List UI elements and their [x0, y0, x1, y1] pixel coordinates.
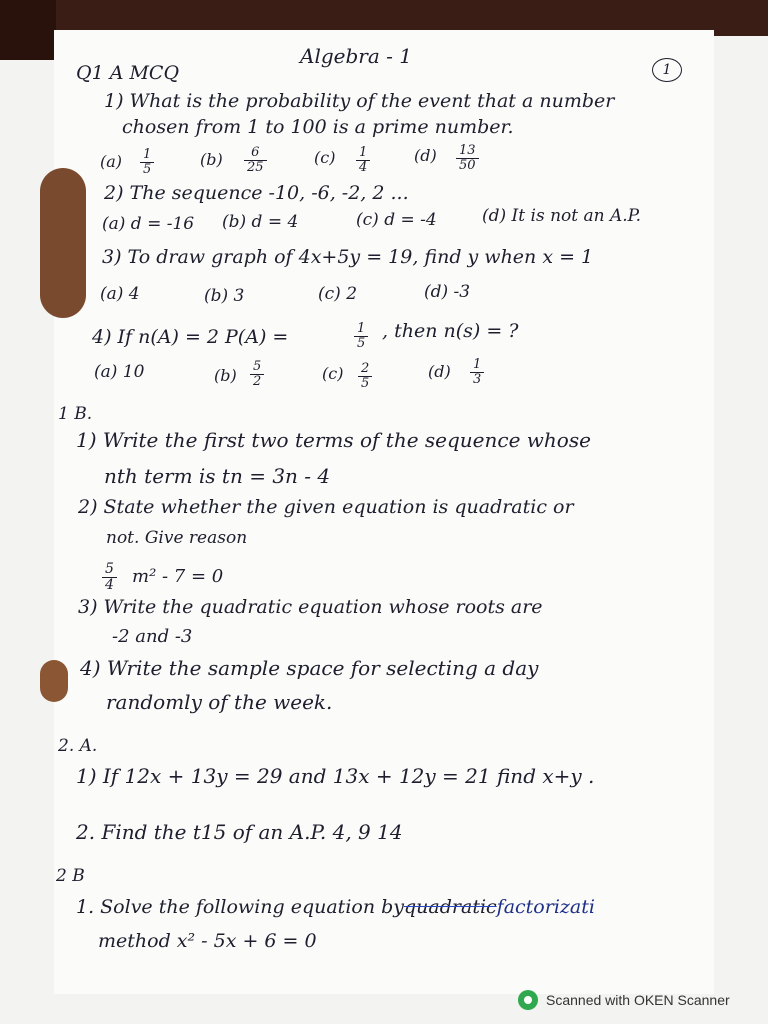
fraction-numerator: 5 [105, 561, 114, 577]
q1b-equation-rest: m² - 7 = 0 [132, 566, 224, 587]
q1b-question-4-line-1: 4) Write the sample space for selecting a day [80, 656, 539, 680]
scanner-logo-icon [518, 990, 538, 1010]
q2b-question-1-line-1 [76, 896, 595, 918]
fraction-denominator: 2 [250, 374, 264, 389]
mcq-4-option-c-label: (c) [322, 364, 344, 383]
finger-shadow-lower [40, 660, 68, 702]
mcq-4-option-a: (a) 10 [94, 362, 145, 382]
mcq-4-option-d-label: (d) [428, 362, 451, 381]
mcq-question-1-line-1: 1) What is the probability of the event that a number [104, 90, 615, 112]
q2b-question-1-prefix: 1. Solve the following equation by [76, 896, 405, 918]
mcq-1-option-a-label: (a) [100, 152, 123, 171]
mcq-3-option-b: (b) 3 [204, 286, 245, 306]
q2b-question-1-line-2: method x² - 5x + 6 = 0 [98, 930, 317, 952]
page-number [652, 58, 682, 82]
fraction-numerator: 6 [251, 145, 260, 160]
fraction-numerator: 2 [361, 361, 370, 376]
q1b-question-3-line-2: -2 and -3 [112, 626, 193, 647]
fraction-denominator: 4 [356, 160, 370, 175]
scanner-logo-dot [524, 996, 532, 1004]
fraction-numerator: 1 [359, 145, 368, 160]
fraction-denominator: 3 [470, 372, 484, 387]
q2b-question-1-suffix: factorizati [496, 896, 595, 918]
finger-shadow [40, 168, 86, 318]
fraction-denominator: 5 [358, 376, 372, 391]
mcq-1-option-c-fraction [356, 146, 370, 174]
mcq-2-option-a: (a) d = -16 [102, 214, 195, 234]
q1b-question-1-line-2: nth term is tn = 3n - 4 [104, 464, 331, 488]
q1b-question-2-line-1: 2) State whether the given equation is quadratic or [78, 496, 574, 518]
section-heading-q1b: 1 B. [58, 404, 93, 424]
fraction-denominator: 25 [244, 160, 267, 175]
mcq-4-option-b-fraction [250, 360, 264, 388]
mcq-4-option-b-label: (b) [214, 366, 237, 385]
fraction-numerator: 1 [357, 321, 366, 336]
q2a-question-1: 1) If 12x + 13y = 29 and 13x + 12y = 21 find x+y . [76, 764, 595, 788]
mcq-question-3: 3) To draw graph of 4x+5y = 19, find y when x = 1 [102, 246, 594, 268]
q2b-question-1-struck-word: quadratic [404, 896, 497, 918]
mcq-2-option-b: (b) d = 4 [222, 212, 299, 232]
mcq-question-4-part-1: 4) If n(A) = 2 P(A) = [92, 326, 289, 348]
fraction-numerator: 13 [459, 143, 476, 158]
fraction-numerator: 1 [473, 357, 482, 372]
scanner-text: Scanned with OKEN Scanner [546, 992, 730, 1008]
q2a-question-2: 2. Find the t15 of an A.P. 4, 9 14 [76, 820, 403, 844]
mcq-3-option-d: (d) -3 [424, 282, 471, 302]
q1b-question-4-line-2: randomly of the week. [106, 690, 333, 714]
mcq-1-option-c-label: (c) [314, 148, 336, 167]
mcq-1-option-d-fraction [456, 144, 479, 172]
fraction-numerator: 1 [143, 147, 152, 162]
fraction-denominator: 5 [354, 336, 368, 351]
mcq-question-4-part-2: , then n(s) = ? [382, 320, 519, 342]
page-number-text: 1 [662, 62, 672, 78]
mcq-2-option-c: (c) d = -4 [356, 210, 437, 230]
mcq-question-2: 2) The sequence -10, -6, -2, 2 ... [104, 182, 409, 204]
q1b-equation-fraction [102, 562, 117, 592]
mcq-4-option-c-fraction [358, 362, 372, 390]
mcq-1-option-b-fraction [244, 146, 267, 174]
fraction-denominator: 50 [456, 158, 479, 173]
q1b-question-1-line-1: 1) Write the first two terms of the sequence whose [76, 428, 591, 452]
scanner-watermark [518, 990, 730, 1010]
q1b-question-3-line-1: 3) Write the quadratic equation whose roots are [78, 596, 543, 618]
fraction-denominator: 4 [102, 577, 117, 593]
mcq-question-1-line-2: chosen from 1 to 100 is a prime number. [122, 116, 514, 138]
background-corner [0, 0, 56, 60]
mcq-1-option-d-label: (d) [414, 146, 437, 165]
mcq-1-option-a-fraction [140, 148, 154, 176]
section-heading-q2b: 2 B [56, 866, 85, 886]
mcq-2-option-d: (d) It is not an A.P. [482, 206, 642, 226]
mcq-3-option-c: (c) 2 [318, 284, 358, 304]
mcq-question-4-fraction [354, 322, 368, 350]
q1b-question-2-line-2: not. Give reason [106, 528, 248, 548]
mcq-3-option-a: (a) 4 [100, 284, 140, 304]
section-heading-q2a: 2. A. [58, 736, 98, 756]
section-heading-q1a: Q1 A MCQ [76, 62, 180, 84]
fraction-numerator: 5 [253, 359, 262, 374]
mcq-4-option-d-fraction [470, 358, 484, 386]
fraction-denominator: 5 [140, 162, 154, 177]
page-title: Algebra - 1 [300, 44, 412, 68]
mcq-1-option-b-label: (b) [200, 150, 223, 169]
